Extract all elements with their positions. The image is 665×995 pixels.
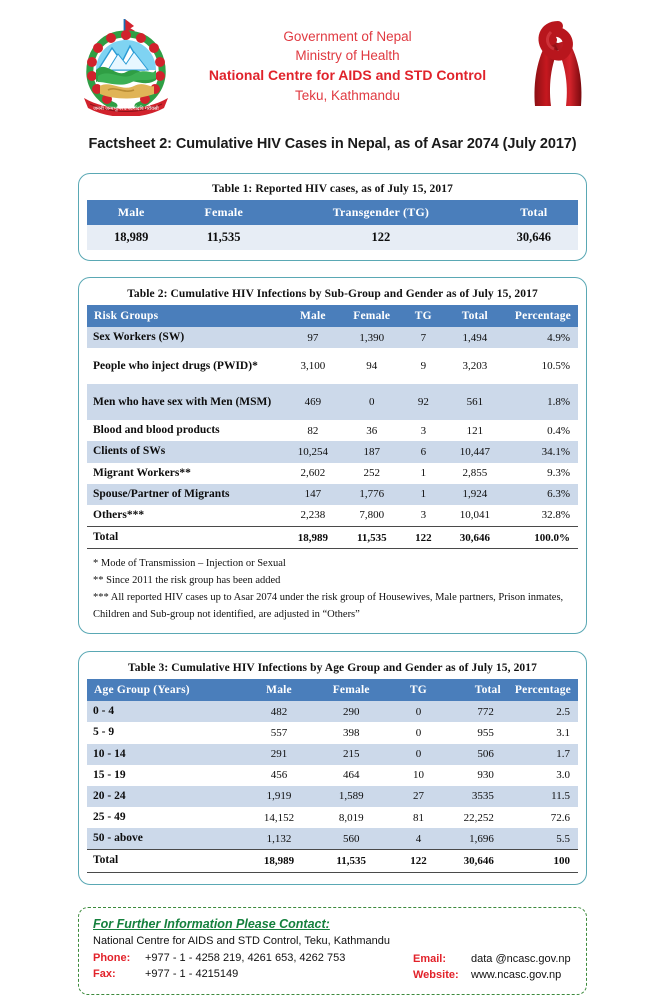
table2-cell-tg: 3 (401, 420, 445, 441)
table3-cell-percentage: 1.7 (508, 744, 578, 765)
table3-cell-total: 772 (449, 701, 507, 722)
table1-col-female: Female (175, 200, 272, 225)
table2-header-row (87, 305, 578, 327)
table3-col-age-group: Age Group (Years) (87, 679, 243, 701)
header-line-location: Teku, Kathmandu (294, 87, 401, 103)
table2-total-total: 30,646 (445, 527, 504, 549)
table3-col-tg: TG (387, 679, 449, 701)
table3-total-percentage: 100 (508, 850, 578, 872)
table3-cell-total: 3535 (449, 786, 507, 807)
website-value[interactable]: www.ncasc.gov.np (471, 969, 562, 982)
table-row (87, 420, 578, 441)
contact-panel (78, 907, 587, 995)
email-label: Email: (413, 952, 447, 965)
table1-caption: Table 1: Reported HIV cases, as of July 15, 2017 (212, 183, 453, 195)
contact-columns (93, 950, 572, 984)
table2-cell-male: 97 (283, 327, 342, 348)
table3-row-label: 15 - 19 (87, 765, 243, 786)
table2-cell-tg: 3 (401, 505, 445, 527)
table3-cell-total: 22,252 (449, 807, 507, 828)
table2-cell-male: 2,238 (283, 505, 342, 527)
footnote-3: *** All reported HIV cases up to Asar 2074 under the risk group of Housewives, Male partners, Prison inmates, Children and Sub-group not identified, are adjusted in “Others” (93, 592, 564, 621)
table3-col-female: Female (315, 679, 387, 701)
table3-cell-male: 1,132 (243, 828, 315, 850)
table-row (87, 225, 578, 250)
table2-row-label: Spouse/Partner of Migrants (87, 484, 283, 505)
table3-cell-male: 456 (243, 765, 315, 786)
table2-cell-female: 94 (342, 348, 401, 384)
table3-cell-female: 1,589 (315, 786, 387, 807)
table2-cell-female: 187 (342, 441, 401, 462)
table3-row-label: 20 - 24 (87, 786, 243, 807)
table3-cell-female: 8,019 (315, 807, 387, 828)
table1-value-total: 30,646 (490, 225, 578, 250)
contact-right-column (413, 950, 572, 984)
table3-cell-tg: 0 (387, 744, 449, 765)
table2-cell-total: 1,924 (445, 484, 504, 505)
table2-cell-total: 10,447 (445, 441, 504, 462)
table3-cell-total: 1,696 (449, 828, 507, 850)
table3-row-label: 10 - 14 (87, 744, 243, 765)
table2-cell-total: 1,494 (445, 327, 504, 348)
contact-phone-row (93, 950, 413, 967)
table2-total-male: 18,989 (283, 527, 342, 549)
table2-cell-percentage: 9.3% (504, 463, 578, 484)
table3-cell-percentage: 5.5 (508, 828, 578, 850)
table-row (87, 701, 578, 722)
table3-total-female: 11,535 (315, 850, 387, 872)
contact-left-column (93, 950, 413, 983)
phone-value: +977 - 1 - 4258 219, 4261 653, 4262 753 (145, 951, 346, 964)
table2-cell-male: 469 (283, 384, 342, 420)
table2-panel (78, 277, 587, 634)
table2-cell-female: 36 (342, 420, 401, 441)
table3-cell-tg: 0 (387, 722, 449, 743)
table-row (87, 441, 578, 462)
table2-cell-female: 1,776 (342, 484, 401, 505)
table3-cell-percentage: 11.5 (508, 786, 578, 807)
table2-row-label: Clients of SWs (87, 441, 283, 462)
table2-row-label: Migrant Workers** (87, 463, 283, 484)
table2-row-label: Sex Workers (SW) (87, 327, 283, 348)
table3-total-tg: 122 (387, 850, 449, 872)
table2-total-female: 11,535 (342, 527, 401, 549)
table3-cell-total: 506 (449, 744, 507, 765)
footnote-1: * Mode of Transmission – Injection or Sexual (93, 558, 286, 570)
table-row (87, 722, 578, 743)
table3-cell-tg: 0 (387, 701, 449, 722)
table2-cell-female: 0 (342, 384, 401, 420)
table3-total-row (87, 850, 578, 872)
table3-cell-tg: 10 (387, 765, 449, 786)
table2 (87, 305, 578, 549)
table3-row-label: 5 - 9 (87, 722, 243, 743)
table2-col-percentage: Percentage (504, 305, 578, 327)
page-title: Factsheet 2: Cumulative HIV Cases in Nepal, as of Asar 2074 (July 2017) (88, 136, 577, 152)
table3-total-male: 18,989 (243, 850, 315, 872)
table3-col-male: Male (243, 679, 315, 701)
table1-value-transgender: 122 (272, 225, 490, 250)
table2-row-label: Others*** (87, 505, 283, 527)
table2-cell-tg: 7 (401, 327, 445, 348)
table3-cell-tg: 4 (387, 828, 449, 850)
contact-website-row (413, 967, 572, 984)
table-row (87, 828, 578, 850)
table3-cell-percentage: 3.1 (508, 722, 578, 743)
table3-cell-percentage: 2.5 (508, 701, 578, 722)
table2-total-percentage: 100.0% (504, 527, 578, 549)
table2-cell-percentage: 1.8% (504, 384, 578, 420)
table2-cell-total: 10,041 (445, 505, 504, 527)
svg-text:जननी जन्मभूमिश्च स्वर्गादपि गर: जननी जन्मभूमिश्च स्वर्गादपि गरीयसी (93, 106, 159, 112)
table3-total-label: Total (87, 850, 243, 872)
table2-total-label: Total (87, 527, 283, 549)
table1-col-total: Total (490, 200, 578, 225)
table-row (87, 384, 578, 420)
table3-header-row (87, 679, 578, 701)
red-aids-ribbon-icon (521, 18, 595, 114)
table1-value-male: 18,989 (87, 225, 175, 250)
table2-cell-male: 10,254 (283, 441, 342, 462)
table3-row-label: 25 - 49 (87, 807, 243, 828)
table3-cell-male: 14,152 (243, 807, 315, 828)
table2-cell-percentage: 6.3% (504, 484, 578, 505)
table3-cell-female: 464 (315, 765, 387, 786)
table1-col-transgender: Transgender (TG) (272, 200, 490, 225)
table2-cell-percentage: 0.4% (504, 420, 578, 441)
contact-email-row (413, 951, 572, 968)
table3-cell-total: 930 (449, 765, 507, 786)
table1-panel (78, 173, 587, 261)
table1-col-male: Male (87, 200, 175, 225)
contact-title: For Further Information Please Contact: (93, 916, 330, 931)
table3-cell-female: 290 (315, 701, 387, 722)
table2-cell-tg: 1 (401, 484, 445, 505)
table1 (87, 200, 578, 250)
table2-cell-male: 82 (283, 420, 342, 441)
email-value[interactable]: data @ncasc.gov.np (471, 952, 571, 965)
table2-cell-male: 3,100 (283, 348, 342, 384)
table-row (87, 327, 578, 348)
table-row (87, 348, 578, 384)
table3-cell-female: 215 (315, 744, 387, 765)
table2-row-label: Blood and blood products (87, 420, 283, 441)
table-row (87, 786, 578, 807)
table2-cell-total: 2,855 (445, 463, 504, 484)
table2-col-male: Male (283, 305, 342, 327)
header-line-centre: National Centre for AIDS and STD Control (208, 66, 487, 83)
page-header (0, 0, 665, 110)
table2-cell-female: 252 (342, 463, 401, 484)
table2-cell-female: 7,800 (342, 505, 401, 527)
table2-cell-percentage: 32.8% (504, 505, 578, 527)
table-row (87, 463, 578, 484)
table2-cell-tg: 9 (401, 348, 445, 384)
phone-label: Phone: (93, 951, 131, 964)
table3-cell-total: 955 (449, 722, 507, 743)
table2-cell-total: 121 (445, 420, 504, 441)
table2-col-risk-groups: Risk Groups (87, 305, 283, 327)
footnote-2: ** Since 2011 the risk group has been added (93, 575, 281, 587)
website-label: Website: (413, 969, 459, 982)
table2-cell-tg: 1 (401, 463, 445, 484)
table3-col-total: Total (449, 679, 507, 701)
organization-heading (174, 27, 521, 104)
contact-address: National Centre for AIDS and STD Control, Teku, Kathmandu (93, 934, 390, 947)
table3-cell-percentage: 72.6 (508, 807, 578, 828)
table1-header-row (87, 200, 578, 225)
table2-row-label: People who inject drugs (PWID)* (87, 348, 283, 384)
table3-cell-percentage: 3.0 (508, 765, 578, 786)
table2-footnotes (87, 549, 578, 625)
fax-label: Fax: (93, 968, 116, 981)
table3-cell-female: 560 (315, 828, 387, 850)
table3 (87, 679, 578, 872)
table3-cell-female: 398 (315, 722, 387, 743)
table3-cell-tg: 27 (387, 786, 449, 807)
table3-cell-male: 482 (243, 701, 315, 722)
table2-total-tg: 122 (401, 527, 445, 549)
table2-cell-tg: 6 (401, 441, 445, 462)
table2-cell-female: 1,390 (342, 327, 401, 348)
table-row (87, 765, 578, 786)
table3-row-label: 0 - 4 (87, 701, 243, 722)
table2-cell-tg: 92 (401, 384, 445, 420)
header-line-ministry: Ministry of Health (295, 48, 400, 64)
table1-value-female: 11,535 (175, 225, 272, 250)
table3-cell-tg: 81 (387, 807, 449, 828)
table-row (87, 505, 578, 527)
table2-cell-male: 2,602 (283, 463, 342, 484)
table3-caption: Table 3: Cumulative HIV Infections by Age Group and Gender as of July 15, 2017 (128, 662, 537, 675)
table2-col-tg: TG (401, 305, 445, 327)
nepal-emblem-icon (78, 16, 174, 116)
table2-row-label: Men who have sex with Men (MSM) (87, 384, 283, 420)
table3-panel (78, 651, 587, 884)
table2-caption: Table 2: Cumulative HIV Infections by Sub-Group and Gender as of July 15, 2017 (127, 288, 538, 300)
table2-cell-total: 561 (445, 384, 504, 420)
table3-row-label: 50 - above (87, 828, 243, 850)
table3-cell-male: 1,919 (243, 786, 315, 807)
contact-fax-row (93, 966, 413, 983)
table-row (87, 744, 578, 765)
table2-col-total: Total (445, 305, 504, 327)
header-line-government: Government of Nepal (283, 29, 412, 45)
table2-col-female: Female (342, 305, 401, 327)
table3-cell-male: 557 (243, 722, 315, 743)
table3-cell-male: 291 (243, 744, 315, 765)
table2-cell-total: 3,203 (445, 348, 504, 384)
table2-cell-percentage: 10.5% (504, 348, 578, 384)
table-row (87, 484, 578, 505)
table3-col-percentage: Percentage (508, 679, 578, 701)
table2-cell-percentage: 4.9% (504, 327, 578, 348)
fax-value: +977 - 1 - 4215149 (145, 968, 239, 981)
table3-total-total: 30,646 (449, 850, 507, 872)
table-row (87, 807, 578, 828)
table2-cell-male: 147 (283, 484, 342, 505)
table2-cell-percentage: 34.1% (504, 441, 578, 462)
table2-total-row (87, 527, 578, 549)
